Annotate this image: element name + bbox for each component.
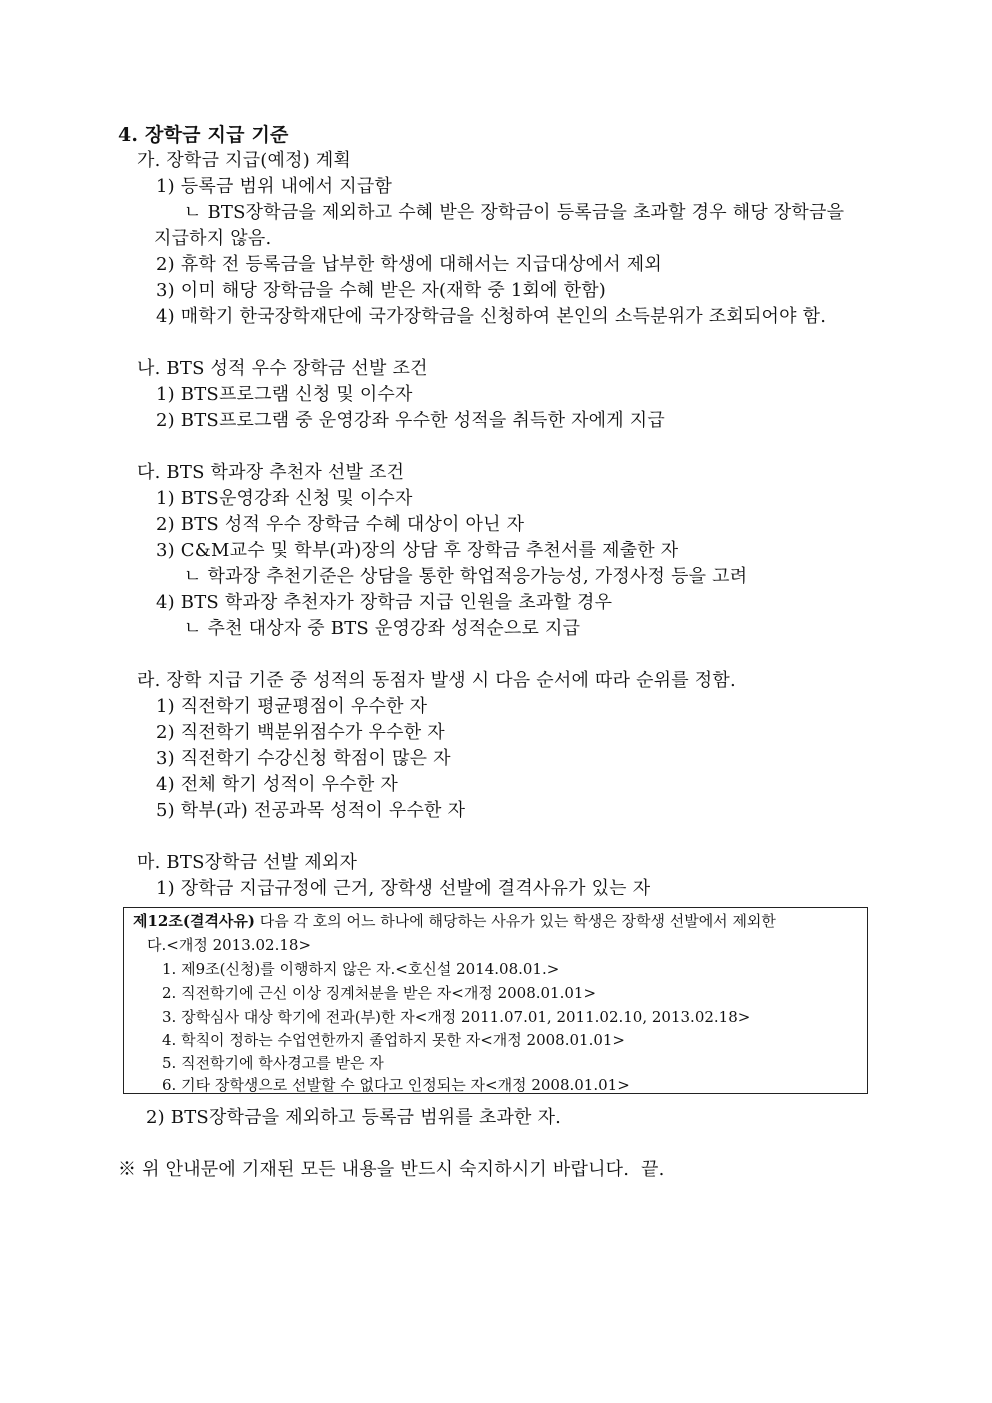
regulation-clause-3: 3. 장학심사 대상 학기에 전과(부)한 자<개정 2011.07.01, 2011.02.10, 2013.02.18> — [162, 1008, 751, 1026]
ma-item-2: 2) BTS장학금을 제외하고 등록금 범위를 초과한 자. — [146, 1107, 562, 1128]
ra-item-5: 5) 학부(과) 전공과목 성적이 우수한 자 — [156, 800, 466, 821]
regulation-clause-2: 2. 직전학기에 근신 이상 징계처분을 받은 자<개정 2008.01.01> — [162, 984, 597, 1002]
da-item-3-note: ㄴ 학과장 추천기준은 상담을 통한 학업적응가능성, 가정사정 등을 고려 — [184, 566, 748, 587]
ra-item-1: 1) 직전학기 평균평점이 우수한 자 — [156, 696, 428, 717]
ga-item-4: 4) 매학기 한국장학재단에 국가장학금을 신청하여 본인의 소득분위가 조회되어야 함. — [156, 306, 827, 327]
ga-item-1-note: ㄴ BTS장학금을 제외하고 수혜 받은 장학금이 등록금을 초과할 경우 해당 장학금을 — [184, 202, 845, 223]
da-item-1: 1) BTS운영강좌 신청 및 이수자 — [156, 488, 413, 509]
ga-item-1-note-cont: 지급하지 않음. — [154, 228, 272, 249]
ra-item-4: 4) 전체 학기 성적이 우수한 자 — [156, 774, 398, 795]
ga-item-1: 1) 등록금 범위 내에서 지급함 — [156, 176, 393, 197]
closing-end: 끝. — [641, 1159, 665, 1180]
regulation-article: 제12조(결격사유) — [133, 912, 256, 930]
regulation-clause-1: 1. 제9조(신청)를 이행하지 않은 자.<호신설 2014.08.01.> — [162, 960, 560, 978]
regulation-box — [123, 907, 868, 1094]
subsection-ga-title: 가. 장학금 지급(예정) 계획 — [137, 150, 352, 171]
na-item-2: 2) BTS프로그램 중 운영강좌 우수한 성적을 취득한 자에게 지급 — [156, 410, 665, 431]
regulation-intro-line — [133, 911, 776, 931]
ga-item-3: 3) 이미 해당 장학금을 수혜 받은 자(재학 중 1회에 한함) — [156, 280, 607, 301]
regulation-clause-5: 5. 직전학기에 학사경고를 받은 자 — [162, 1054, 384, 1072]
ra-item-3: 3) 직전학기 수강신청 학점이 많은 자 — [156, 748, 451, 769]
ra-item-2: 2) 직전학기 백분위점수가 우수한 자 — [156, 722, 445, 743]
ma-item-1: 1) 장학금 지급규정에 근거, 장학생 선발에 결격사유가 있는 자 — [156, 878, 651, 899]
regulation-clause-6: 6. 기타 장학생으로 선발할 수 없다고 인정되는 자<개정 2008.01.01> — [162, 1076, 630, 1094]
closing-note-line — [118, 1158, 665, 1182]
regulation-intro: 다음 각 호의 어느 하나에 해당하는 사유가 있는 학생은 장학생 선발에서 제외한 — [255, 912, 776, 930]
section-title: 4. 장학금 지급 기준 — [118, 124, 289, 146]
da-item-2: 2) BTS 성적 우수 장학금 수혜 대상이 아닌 자 — [156, 514, 525, 535]
da-item-4: 4) BTS 학과장 추천자가 장학금 지급 인원을 초과할 경우 — [156, 592, 613, 613]
da-item-3: 3) C&M교수 및 학부(과)장의 상담 후 장학금 추천서를 제출한 자 — [156, 540, 679, 561]
subsection-da-title: 다. BTS 학과장 추천자 선발 조건 — [137, 462, 405, 483]
na-item-1: 1) BTS프로그램 신청 및 이수자 — [156, 384, 413, 405]
ga-item-2: 2) 휴학 전 등록금을 납부한 학생에 대해서는 지급대상에서 제외 — [156, 254, 662, 275]
closing-note: ※ 위 안내문에 기재된 모든 내용을 반드시 숙지하시기 바랍니다. — [118, 1159, 630, 1180]
da-item-4-note: ㄴ 추천 대상자 중 BTS 운영강좌 성적순으로 지급 — [184, 618, 581, 639]
regulation-clause-4: 4. 학칙이 정하는 수업연한까지 졸업하지 못한 자<개정 2008.01.01> — [162, 1031, 626, 1049]
subsection-ma-title: 마. BTS장학금 선발 제외자 — [137, 852, 358, 873]
subsection-na-title: 나. BTS 성적 우수 장학금 선발 조건 — [137, 358, 428, 379]
subsection-ra-title: 라. 장학 지급 기준 중 성적의 동점자 발생 시 다음 순서에 따라 순위를 정함. — [137, 670, 736, 691]
regulation-intro-cont: 다.<개정 2013.02.18> — [147, 936, 312, 954]
